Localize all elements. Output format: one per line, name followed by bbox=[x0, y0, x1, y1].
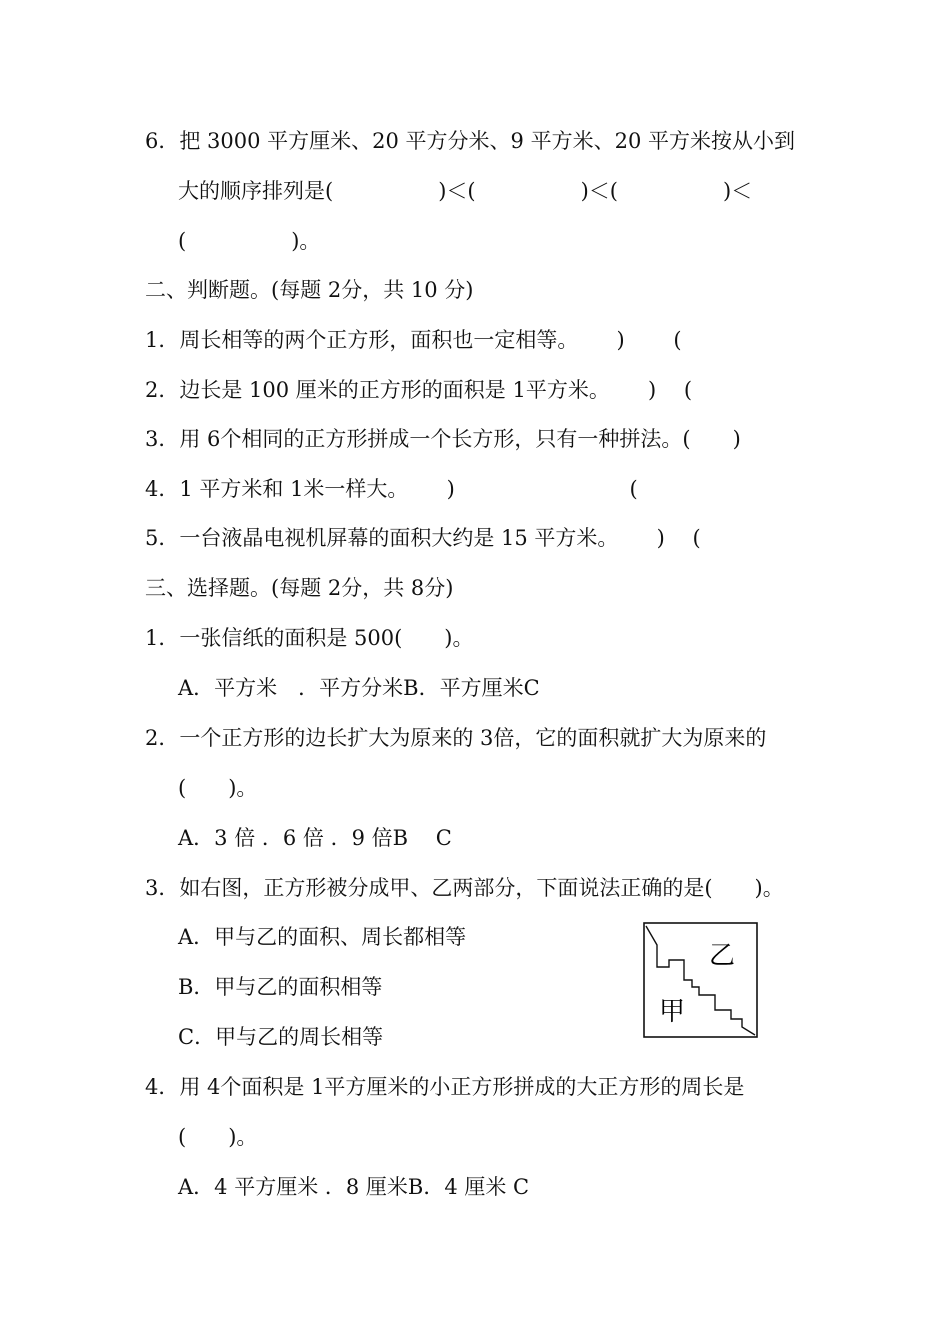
label-jia: 甲 bbox=[659, 997, 686, 1027]
choice-1-question: 1．一张信纸的面积是 500( )。 bbox=[145, 626, 474, 650]
true-false-1: 1．周长相等的两个正方形，面积也一定相等。 ) ( bbox=[145, 328, 682, 352]
section-3-title: 三、选择题。(每题 2分，共 8分) bbox=[145, 576, 454, 600]
choice-3-question: 3．如右图，正方形被分成甲、乙两部分，下面说法正确的是( )。 bbox=[145, 876, 784, 900]
choice-3-option-b: B．甲与乙的面积相等 bbox=[178, 975, 383, 999]
q6-line2: 大的顺序排列是( )＜( )＜( )＜ bbox=[178, 179, 753, 203]
q6-line1: 6．把 3000 平方厘米、20 平方分米、9 平方米、20 平方米按从小到 bbox=[145, 129, 795, 153]
choice-3-option-a: A．甲与乙的面积、周长都相等 bbox=[178, 925, 467, 949]
section-2-title: 二、判断题。(每题 2分，共 10 分) bbox=[145, 278, 474, 302]
true-false-5: 5．一台液晶电视机屏幕的面积大约是 15 平方米。 ) ( bbox=[145, 526, 701, 550]
true-false-2: 2．边长是 100 厘米的正方形的面积是 1平方米。 ) ( bbox=[145, 378, 693, 402]
choice-4-question-line1: 4．用 4个面积是 1平方厘米的小正方形拼成的大正方形的周长是 bbox=[145, 1075, 745, 1099]
choice-4-options: A．4 平方厘米 ．8 厘米B．4 厘米 C bbox=[178, 1175, 530, 1199]
square-division-figure bbox=[643, 922, 758, 1038]
choice-3-option-c: C．甲与乙的周长相等 bbox=[178, 1025, 384, 1049]
q6-line3: ( )。 bbox=[178, 229, 321, 253]
choice-2-question-line2: ( )。 bbox=[178, 776, 258, 800]
true-false-4: 4．1 平方米和 1米一样大。 ) ( bbox=[145, 477, 638, 501]
square-division-svg bbox=[643, 922, 758, 1038]
choice-2-options: A．3 倍 ．6 倍 ．9 倍B C bbox=[178, 826, 452, 850]
choice-4-question-line2: ( )。 bbox=[178, 1125, 258, 1149]
choice-2-question-line1: 2．一个正方形的边长扩大为原来的 3倍，它的面积就扩大为原来的 bbox=[145, 726, 767, 750]
choice-1-options: A．平方米 ．平方分米B．平方厘米C bbox=[178, 676, 540, 700]
true-false-3: 3．用 6个相同的正方形拼成一个长方形，只有一种拼法。( ) bbox=[145, 427, 741, 451]
label-yi: 乙 bbox=[709, 941, 736, 971]
